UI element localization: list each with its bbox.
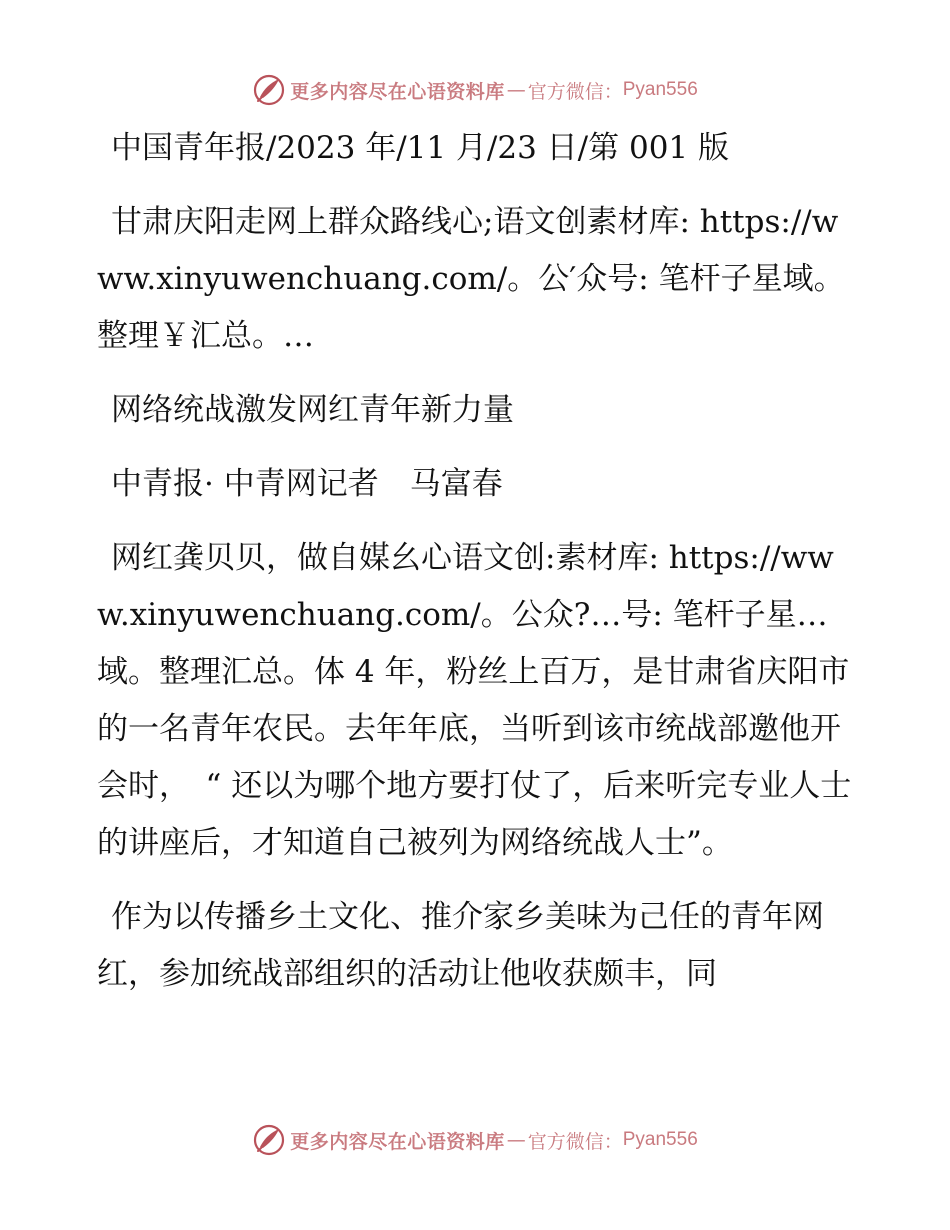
footer-watermark (0, 1120, 950, 1160)
watermark-sub-text: 官方微信： (527, 80, 623, 103)
article-byline: 中青报· 中青网记者 马富春 (111, 466, 503, 502)
publication-line: 中国青年报/2023 年/11 月/23 日/第 001 版 (111, 130, 730, 166)
header-watermark (0, 70, 950, 110)
watermark-main-text: 更多内容尽在心语资料库 (290, 80, 505, 103)
watermark-dash: — (506, 79, 526, 101)
quill-logo-icon (252, 73, 286, 107)
article-headline: 网络统战激发网红青年新力量 (111, 392, 514, 428)
paragraph-body-2: 作为以传播乡土文化、推介家乡美味为己任的青年网红，参加统战部组织的活动让他收获颇丰，同 (97, 899, 824, 992)
paragraph-body-1: 网红龚贝贝，做自媒⺓心语文创:素材库: https://www.xinyuwenchuang.com/。公众?…号: 笔杆子星…域。整理汇总。体 4 年，粉丝上百万，是甘肃省庆阳市的一名青年农民。去年年底，当听到该市统战部邀他开会时， “ 还以为哪个地方要打仗了，后来听完专业人士的讲座后，才知道自己被列为网络统战人士”。 (97, 540, 852, 861)
watermark-wechat-id: Pyan556 (622, 1129, 698, 1150)
paragraph-intro: 甘肃庆阳走网上群众路线心;语文创素材库: https://www.xinyuwenchuang.com/。公′众号: 笔杆子星域。整理￥汇总。… (97, 204, 845, 354)
document-body (97, 120, 857, 1020)
quill-logo-icon (252, 1123, 286, 1157)
watermark-wechat-id: Pyan556 (622, 79, 698, 100)
watermark-sub-text: 官方微信： (527, 1130, 623, 1153)
watermark-dash: — (506, 1129, 526, 1151)
watermark-main-text: 更多内容尽在心语资料库 (290, 1130, 505, 1153)
